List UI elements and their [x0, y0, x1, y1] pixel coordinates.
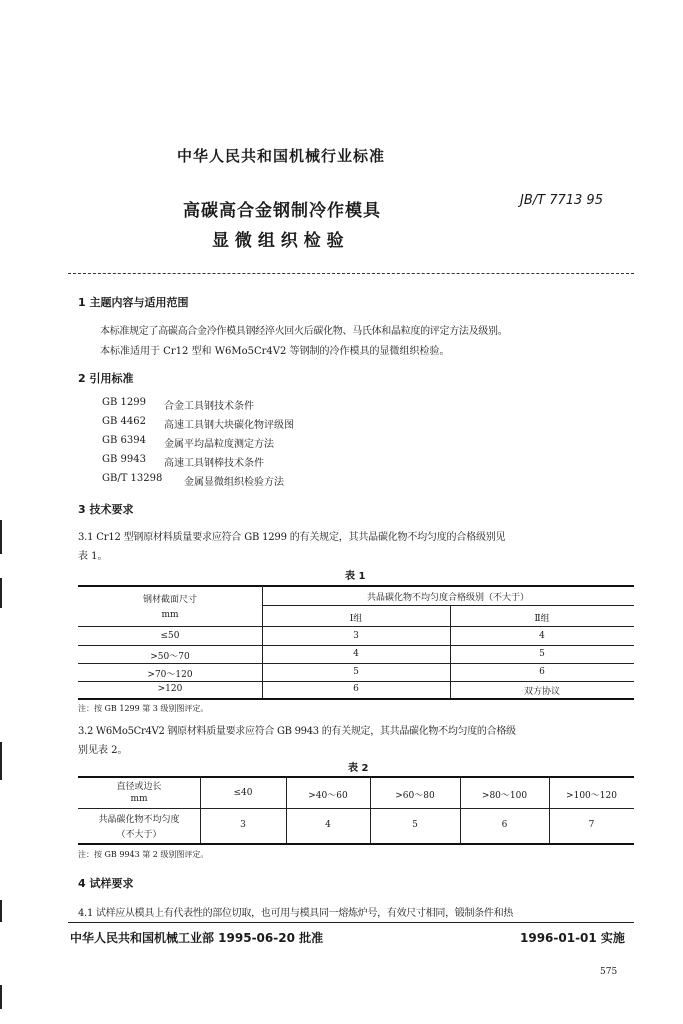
table-header: 共晶碳化物不均匀度 — [98, 815, 180, 825]
section-4-heading: 4 试样要求 — [78, 877, 134, 890]
scan-margin-mark — [0, 900, 2, 922]
table-cell: ≤40 — [233, 788, 253, 798]
reference-code: GB 4462 — [102, 416, 146, 427]
clause-3-2-text: 别见表 2。 — [78, 745, 128, 756]
table-cell: >50～70 — [150, 652, 190, 662]
implementation-date: 1996-01-01 实施 — [520, 931, 625, 945]
scan-margin-mark — [0, 985, 2, 1009]
issuing-body: 中华人民共和国机械行业标准 — [177, 147, 386, 165]
section-1-paragraph: 本标准适用于 Cr12 型和 W6Mo5Cr4V2 等钢制的冷作模具的显微组织检验。 — [100, 346, 450, 357]
table-cell: 3 — [240, 820, 246, 830]
table-cell: >100～120 — [566, 791, 617, 801]
table-rule — [200, 776, 201, 843]
table-cell: ≤50 — [160, 631, 180, 641]
scan-margin-mark — [0, 520, 2, 554]
table-rule — [78, 681, 634, 682]
reference-name: 高速工具钢棒技术条件 — [164, 458, 264, 469]
table-cell: 3 — [353, 631, 359, 641]
table-rule — [549, 776, 550, 843]
table-2-caption: 表 2 — [348, 763, 369, 774]
reference-name: 高速工具钢大块碳化物评级图 — [164, 420, 294, 431]
table-cell: >120 — [157, 684, 183, 694]
table-cell: 4 — [353, 649, 359, 659]
clause-4-1-text: 4.1 试样应从模具上有代表性的部位切取，也可用与模具同一熔炼炉号，有效尺寸相同，锻制条件和热 — [78, 908, 513, 919]
table-rule — [460, 776, 461, 843]
table-1-caption: 表 1 — [345, 571, 366, 582]
standard-title-line1: 高碳高合金钢制冷作模具 — [183, 201, 381, 221]
table-rule — [78, 626, 634, 627]
table-cell: 6 — [353, 684, 359, 694]
table-rule — [370, 776, 371, 843]
table-cell: >40～60 — [308, 791, 348, 801]
table-header: Ⅱ组 — [534, 614, 550, 624]
table-cell: 6 — [539, 667, 545, 677]
table-rule — [78, 843, 634, 845]
section-1-heading: 1 主题内容与适用范围 — [78, 296, 189, 309]
clause-3-1-text: 3.1 Cr12 型钢原材料质量要求应符合 GB 1299 的有关规定，其共晶碳化物不均匀度的合格级别见 — [78, 532, 506, 543]
table-cell: >70～120 — [147, 670, 193, 680]
reference-code: GB 9943 — [102, 454, 146, 465]
reference-name: 合金工具钢技术条件 — [164, 401, 254, 412]
table-header: 直径或边长 — [116, 782, 162, 792]
table-cell: 双方协议 — [523, 687, 560, 697]
footer-rule — [68, 922, 634, 923]
header-rule — [68, 273, 634, 274]
table-cell: 5 — [353, 667, 359, 677]
table-header: 钢材截面尺寸 — [142, 595, 197, 605]
table-cell: 6 — [501, 820, 508, 830]
reference-name: 金属平均晶粒度测定方法 — [164, 439, 274, 450]
clause-3-2-text: 3.2 W6Mo5Cr4V2 钢原材料质量要求应符合 GB 9943 的有关规定，其共晶碳化物不均匀度的合格级 — [78, 726, 516, 737]
table-rule — [78, 663, 634, 664]
scan-margin-mark — [0, 742, 2, 780]
table-header: 共晶碳化物不均匀度合格级别（不大于） — [366, 593, 529, 603]
table-cell: 5 — [539, 649, 545, 659]
table-header-unit: mm — [130, 794, 148, 804]
reference-code: GB 6394 — [102, 435, 146, 446]
section-2-heading: 2 引用标准 — [78, 372, 134, 385]
table-1-note: 注：按 GB 1299 第 3 级别图评定。 — [78, 704, 209, 713]
table-cell: 4 — [325, 820, 331, 830]
table-rule — [78, 645, 634, 646]
approval-line: 中华人民共和国机械工业部 1995-06-20 批准 — [70, 931, 324, 945]
standard-title-line2: 显 微 组 织 检 验 — [212, 231, 344, 251]
table-2-note: 注：按 GB 9943 第 2 级别图评定。 — [78, 850, 209, 859]
table-cell: 7 — [588, 820, 595, 830]
table-header-unit: mm — [161, 610, 179, 620]
table-rule — [78, 808, 634, 809]
section-1-paragraph: 本标准规定了高碳高合金冷作模具钢经淬火回火后碳化物、马氏体和晶粒度的评定方法及级别。 — [100, 326, 508, 337]
table-header: Ⅰ组 — [349, 614, 363, 624]
table-cell: >80～100 — [481, 791, 528, 801]
table-rule — [78, 698, 634, 700]
table-rule — [262, 605, 634, 606]
table-rule — [78, 776, 634, 778]
table-rule — [286, 776, 287, 843]
reference-code: GB 1299 — [102, 397, 146, 408]
table-header: （不大于） — [116, 830, 162, 840]
standard-number: JB/T 7713 95 — [520, 193, 603, 208]
reference-code: GB/T 13298 — [102, 473, 163, 484]
clause-3-1-text: 表 1。 — [78, 551, 108, 562]
table-cell: >60～80 — [395, 791, 435, 801]
reference-name: 金属显微组织检验方法 — [184, 477, 284, 488]
section-3-heading: 3 技术要求 — [78, 503, 134, 516]
scan-margin-mark — [0, 578, 2, 608]
page-number: 575 — [600, 967, 618, 977]
table-cell: 5 — [412, 820, 418, 830]
table-cell: 4 — [539, 631, 545, 641]
table-rule — [78, 585, 634, 587]
